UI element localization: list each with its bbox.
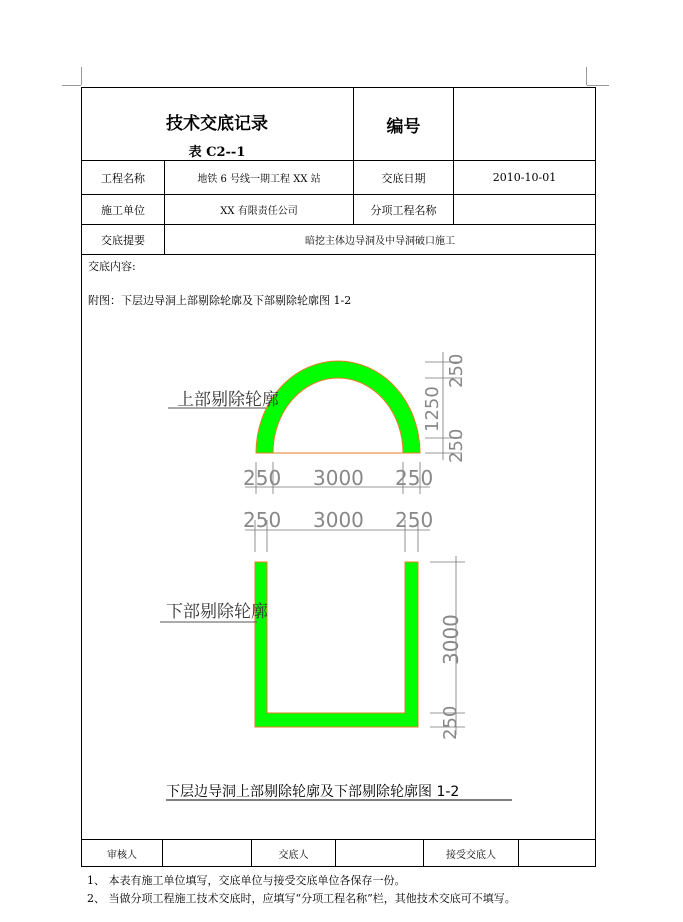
summary-label: 交底提要 xyxy=(101,233,145,247)
lower-outline-label: 下部剔除轮廓 xyxy=(166,602,268,622)
lower-u-outline xyxy=(255,562,418,727)
project-name-value[interactable]: 地铁 6 号线一期工程 XX 站 xyxy=(197,174,321,185)
dim-arch-bottom-250: 250 xyxy=(446,428,467,463)
dim-upper-3000: 3000 xyxy=(313,466,364,490)
attachment-caption: 附图：下层边导洞上部剔除轮廓及下部剔除轮廓图 1-2 xyxy=(88,294,352,307)
upper-outline-label: 上部剔除轮廓 xyxy=(177,390,279,410)
dim-upper-right-250: 250 xyxy=(395,466,434,490)
upper-arch-outline xyxy=(256,361,420,453)
contractor-value[interactable]: XX 有限责任公司 xyxy=(220,206,298,217)
dim-arch-1250: 1250 xyxy=(422,386,443,432)
dim-u-bottom-250: 250 xyxy=(440,705,461,740)
dim-lower-left-250: 250 xyxy=(243,508,282,532)
note-1: 1、 本表有施工单位填写，交底单位与接受交底单位各保存一份。 xyxy=(87,874,406,887)
reviewer-label: 审核人 xyxy=(107,849,137,861)
number-label: 编号 xyxy=(386,116,421,137)
date-value[interactable]: 2010-10-01 xyxy=(492,171,557,184)
sub-project-label: 分项工程名称 xyxy=(370,203,437,217)
drawing-caption: 下层边导洞上部剔除轮廓及下部剔除轮廓图 1-2 xyxy=(166,784,460,800)
project-name-label: 工程名称 xyxy=(101,171,145,185)
content-label: 交底内容: xyxy=(88,260,136,273)
contractor-label: 施工单位 xyxy=(101,203,145,217)
note-2: 2、 当做分项工程施工技术交底时，应填写“分项工程名称”栏，其他技术交底可不填写。 xyxy=(87,892,516,905)
dim-u-3000: 3000 xyxy=(439,614,463,665)
dim-lower-right-250: 250 xyxy=(395,508,434,532)
form-title: 技术交底记录 xyxy=(166,113,268,134)
dim-upper-left-250: 250 xyxy=(243,466,282,490)
dim-arch-top-250: 250 xyxy=(446,353,467,388)
summary-value[interactable]: 暗挖主体边导洞及中导洞破口施工 xyxy=(305,236,455,247)
form-code: 表 C2--1 xyxy=(188,144,246,160)
receiver-label: 接受交底人 xyxy=(446,849,496,861)
presenter-label: 交底人 xyxy=(278,849,309,861)
dim-lower-3000: 3000 xyxy=(313,508,364,532)
date-label: 交底日期 xyxy=(381,171,426,185)
